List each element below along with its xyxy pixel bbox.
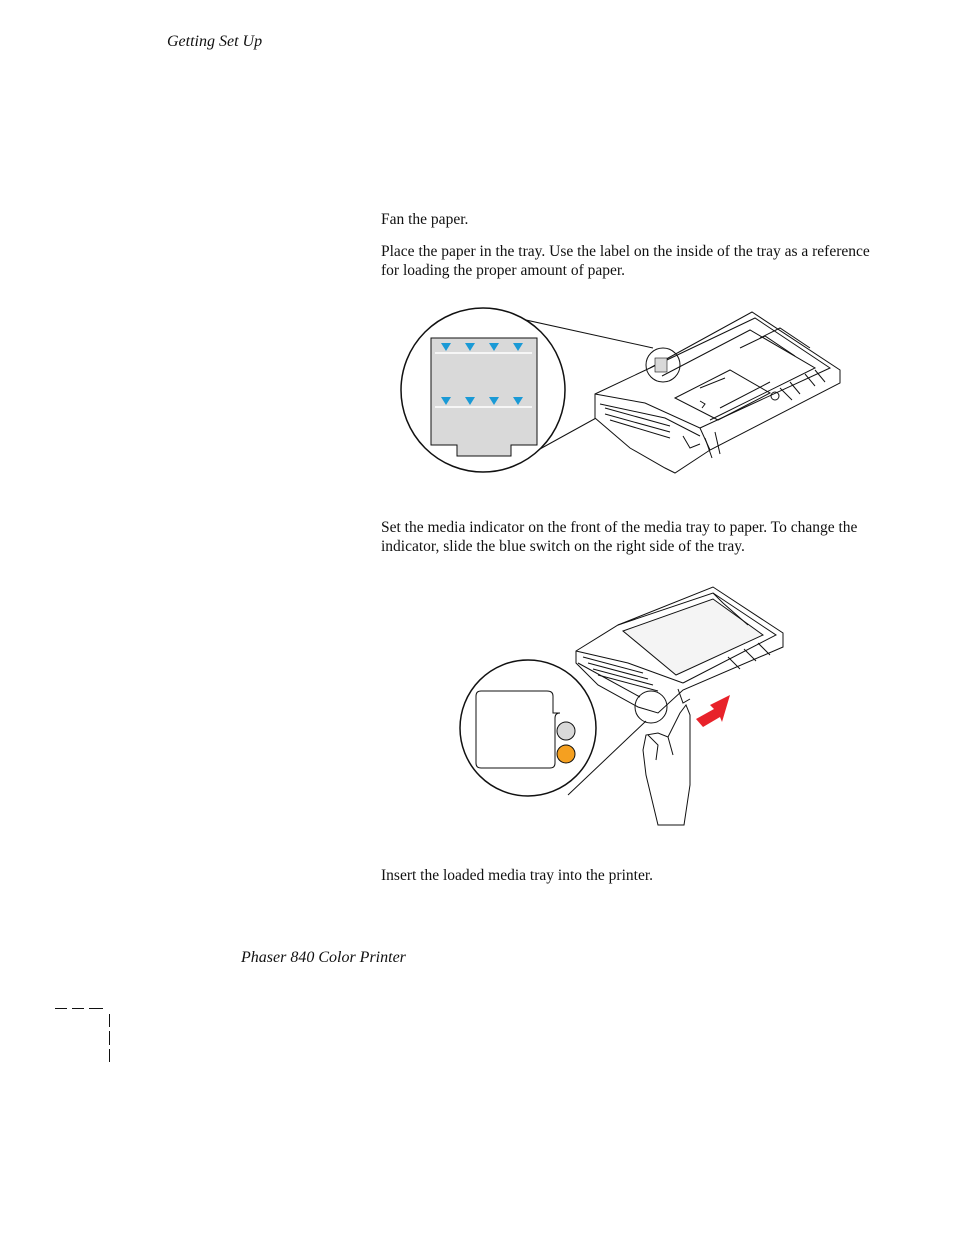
- step-place-paper: Place the paper in the tray. Use the label on the inside of the tray as a reference for loading the proper amount of paper.: [381, 243, 870, 279]
- crop-mark: [109, 1049, 110, 1062]
- tray-fill-label-illustration: [400, 308, 845, 480]
- crop-mark: [109, 1031, 110, 1045]
- slide-direction-arrow-icon: [696, 695, 730, 727]
- crop-mark: [55, 1008, 67, 1009]
- tray-media-indicator-illustration: [458, 585, 788, 830]
- running-head: Getting Set Up: [167, 33, 263, 50]
- indicator-inactive-icon: [557, 722, 575, 740]
- crop-mark: [72, 1008, 84, 1009]
- indicator-active-icon: [557, 745, 575, 763]
- crop-mark: [109, 1014, 110, 1027]
- step-fan-paper: Fan the paper.: [381, 211, 469, 228]
- crop-mark: [89, 1008, 103, 1009]
- step-set-media-indicator: Set the media indicator on the front of the media tray to paper. To change the indicator, slide the blue switch on the right side of the tray.: [381, 519, 858, 555]
- step-insert-tray: Insert the loaded media tray into the printer.: [381, 867, 654, 884]
- footer-product-name: Phaser 840 Color Printer: [241, 949, 406, 966]
